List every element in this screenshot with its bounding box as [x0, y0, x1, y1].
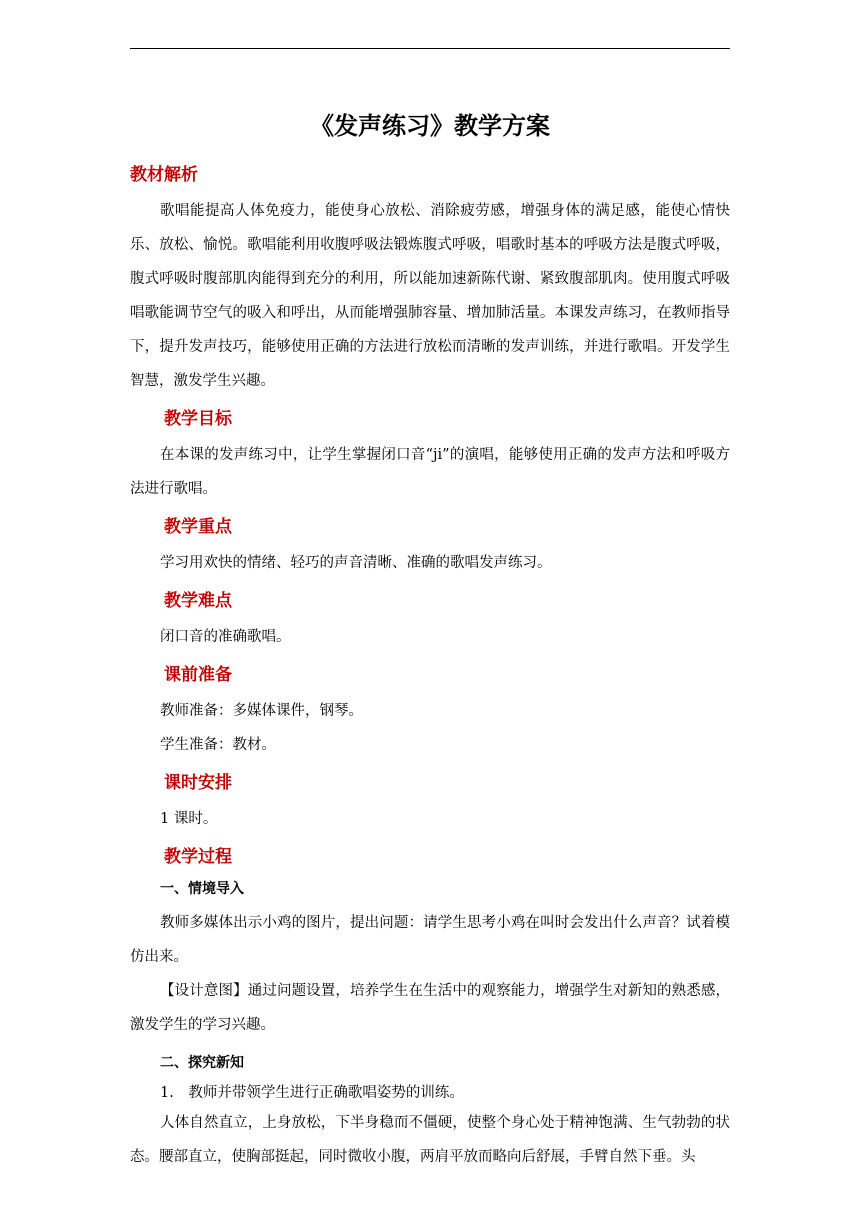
heading-goal: 教学目标 [164, 409, 232, 429]
paragraph-key: 学习用欢快的情绪、轻巧的声音清晰、准确的歌唱发声练习。 [160, 555, 552, 571]
paragraph-goal: 在本课的发声练习中，让学生掌握闭口音“ji”的演唱，能够使用正确的发声方法和呼吸方法进行歌唱。 [130, 447, 730, 497]
heading-process: 教学过程 [164, 847, 232, 867]
paragraph-analysis: 歌唱能提高人体免疫力，能使身心放松、消除疲劳感，增强身体的满足感，能使心情快乐、放松、愉悦。歌唱能利用收腹呼吸法锻炼腹式呼吸，唱歌时基本的呼吸方法是腹式呼吸，腹式呼吸时腹部肌肉能得到充分的利用，所以能加速新陈代谢、紧致腹部肌肉。使用腹式呼吸唱歌能调节空气的吸入和呼出，从而能增强肺容量、增加肺活量。本课发声练习，在教师指导下，提升发声技巧，能够使用正确的方法进行放松而清晰的发声训练，并进行歌唱。开发学生智慧，激发学生兴趣。 [130, 203, 730, 389]
paragraph-schedule: 1 课时。 [160, 811, 218, 827]
heading-analysis: 教材解析 [130, 165, 198, 185]
heading-difficulty: 教学难点 [164, 591, 232, 611]
paragraph-part1: 教师多媒体出示小鸡的图片，提出问题：请学生思考小鸡在叫时会发出什么声音？试着模仿出来。 [130, 915, 730, 965]
document-page [130, 106, 730, 1174]
paragraph-item1: 人体自然直立，上身放松，下半身稳而不僵硬，使整个身心处于精神饱满、生气勃勃的状态。腰部直立，使胸部挺起，同时微收小腹，两肩平放而略向后舒展，手臂自然下垂。头 [130, 1115, 730, 1165]
paragraph-part1-intent: 【设计意图】通过问题设置，培养学生在生活中的观察能力，增强学生对新知的熟悉感，激发学生的学习兴趣。 [130, 983, 730, 1033]
paragraph-prep-student: 学生准备：教材。 [160, 737, 276, 753]
heading-schedule: 课时安排 [164, 773, 232, 793]
subheading-part1: 一、情境导入 [160, 881, 244, 897]
paragraph-prep-teacher: 教师准备：多媒体课件，钢琴。 [160, 703, 363, 719]
subheading-part2: 二、探究新知 [160, 1055, 244, 1071]
paragraph-difficulty: 闭口音的准确歌唱。 [160, 629, 291, 645]
heading-key: 教学重点 [164, 517, 232, 537]
page-title: 《发声练习》教学方案 [310, 111, 550, 140]
header-rule [130, 48, 730, 49]
list-item-1: 1. 教师并带领学生进行正确歌唱姿势的训练。 [160, 1085, 464, 1101]
heading-prep: 课前准备 [164, 665, 232, 685]
